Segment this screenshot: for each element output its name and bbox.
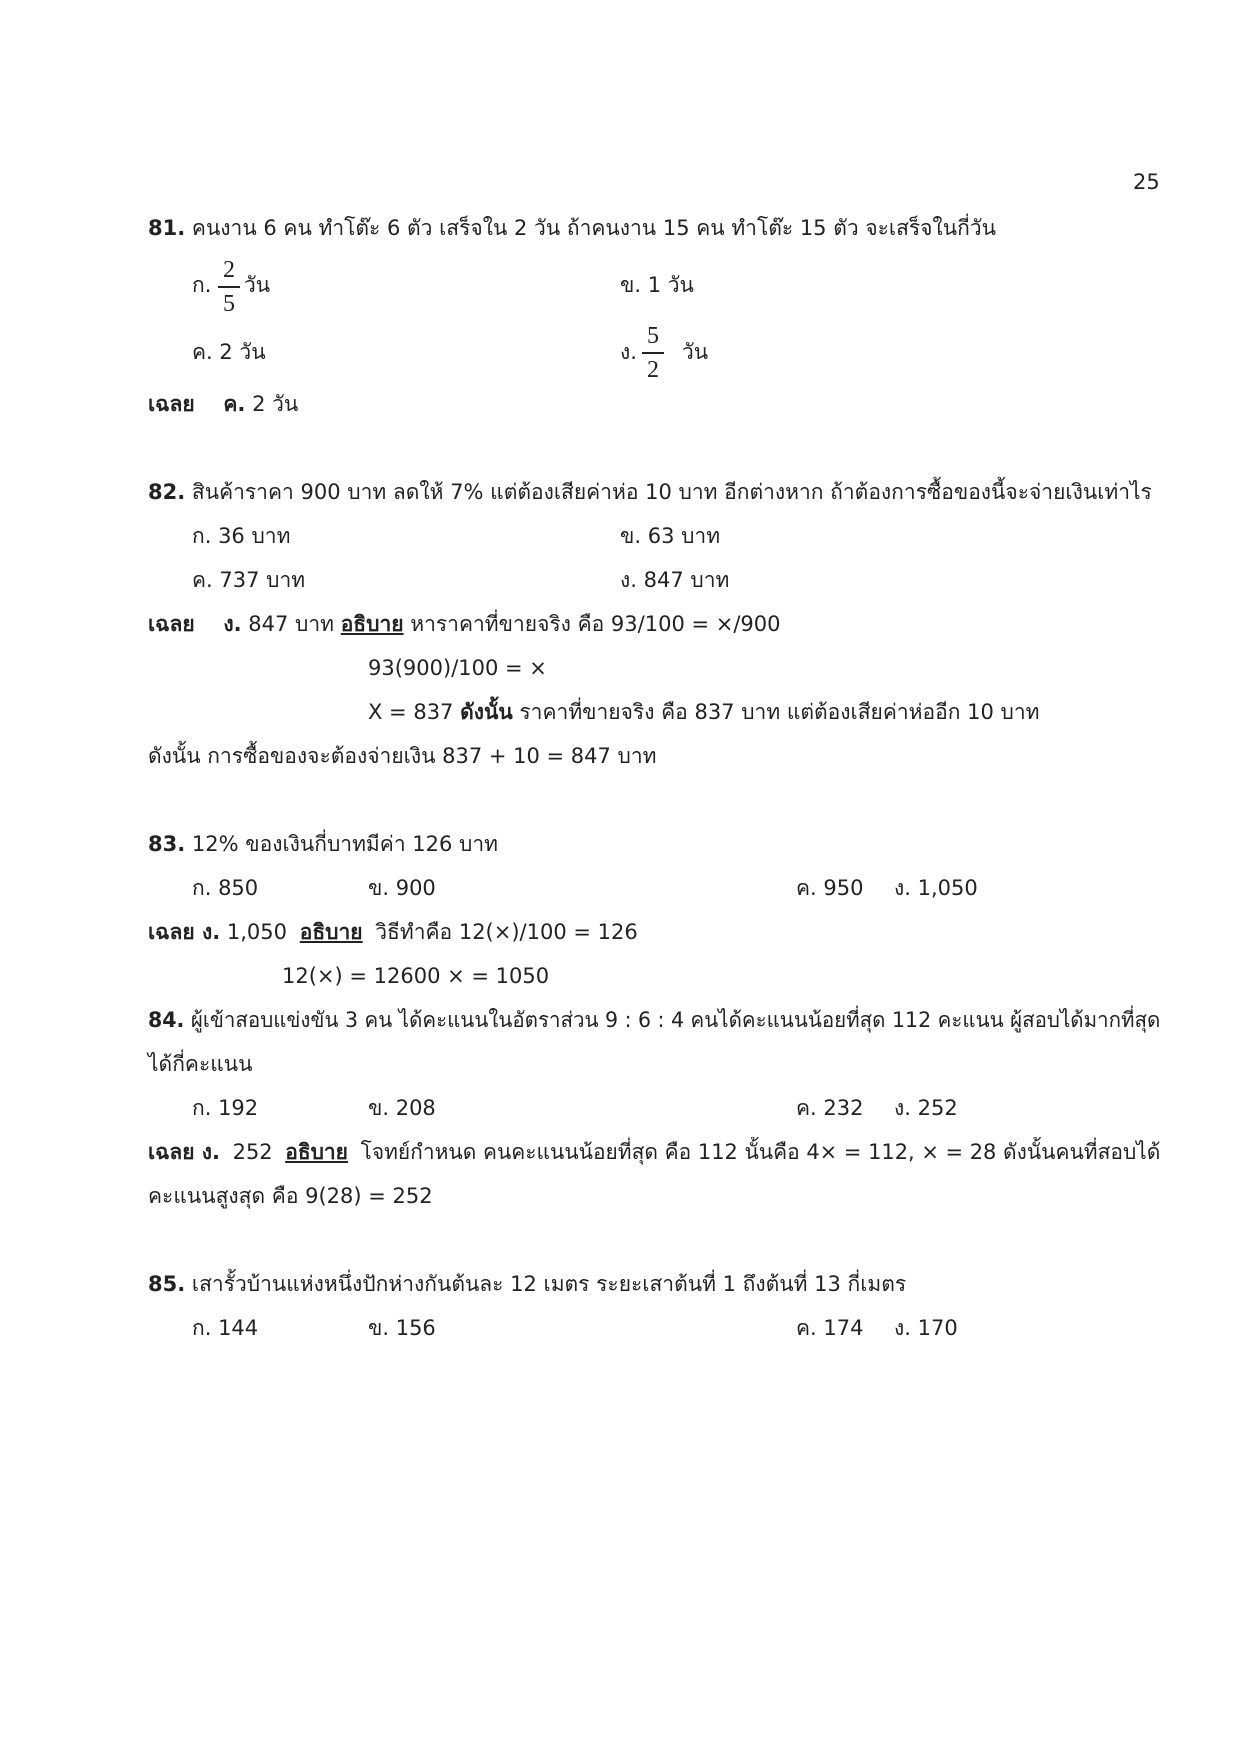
question-text: ผู้เข้าสอบแข่งขัน 3 คน ได้คะแนนในอัตราส่วน 9 : 6 : 4 คนได้คะแนนน้อยที่สุด 112 คะแนน ผู้สอบได้มากที่สุด [190,1008,1161,1032]
answer-value: 1,050 [226,920,288,944]
option-b: ข. 900 [368,876,436,900]
option-b: ข. 156 [368,1316,436,1340]
answer-label: เฉลย ง. [148,1140,220,1164]
question-number: 84. [148,1008,185,1032]
answer-82 [148,614,781,635]
answer-84 [148,1142,1160,1163]
option-c: ค. 950 [796,876,864,900]
question-text: คนงาน 6 คน ทำโต๊ะ 6 ตัว เสร็จใน 2 วัน ถ้าคนงาน 15 คน ทำโต๊ะ 15 ตัว จะเสร็จในกี่วัน [191,216,996,240]
question-84-line-2: ได้กี่คะแนน [148,1052,253,1076]
explain-label: อธิบาย [299,920,363,944]
answer-label: เฉลย ง. [148,920,221,944]
answer-choice: ง. [223,612,242,636]
option-a: ก. 144 [192,1316,259,1340]
fraction-bar [642,352,664,354]
answer-label: เฉลย [148,392,195,416]
question-number: 81. [148,216,186,240]
option-a: ก. 850 [192,876,259,900]
explain-text: วิธีทำคือ 12(×)/100 = 126 [375,920,638,944]
fraction-denominator: 5 [223,291,235,317]
question-text: 12% ของเงินกี่บาทมีค่า 126 บาท [191,832,499,856]
option-d-fraction [642,322,664,384]
option-d-prefix: ง. [620,340,637,364]
option-a-unit: วัน [244,273,271,297]
fraction-numerator: 5 [647,323,659,349]
option-a: ก. 192 [192,1096,259,1120]
explain-step-1: 93(900)/100 = × [368,656,547,680]
explain-line-2: คะแนนสูงสุด คือ 9(28) = 252 [148,1184,433,1208]
option-d: ง. 170 [894,1316,958,1340]
step-text: ราคาที่ขายจริง คือ 837 บาท แต่ต้องเสียค่าห่ออีก 10 บาท [519,700,1040,724]
explain-step-2 [368,702,1040,723]
answer-choice: ค. [223,392,246,416]
question-81 [148,218,996,239]
option-d: ง. 1,050 [894,876,978,900]
option-c: ค. 737 บาท [192,568,306,592]
question-text: สินค้าราคา 900 บาท ลดให้ 7% แต่ต้องเสียค่าห่อ 10 บาท อีกต่างหาก ถ้าต้องการซื้อของนี้จะจ่ายเงินเท่าไร [191,480,1152,504]
option-a: ก. 36 บาท [192,524,291,548]
question-82 [148,482,1152,503]
page-number: 25 [1133,170,1160,194]
answer-value: 847 บาท [248,612,334,636]
step-keyword: ดังนั้น [460,700,513,724]
answer-value: 2 วัน [252,392,299,416]
question-85 [148,1274,906,1295]
answer-label: เฉลย [148,612,195,636]
question-84 [148,1010,1160,1031]
question-83 [148,834,498,855]
explain-text: โจทย์กำหนด คนคะแนนน้อยที่สุด คือ 112 นั้นคือ 4× = 112, × = 28 ดังนั้นคนที่สอบได้ [360,1140,1161,1164]
conclusion-82: ดังนั้น การซื้อของจะต้องจ่ายเงิน 837 + 10 = 847 บาท [148,744,657,768]
answer-83 [148,922,638,943]
explain-label: อธิบาย [340,612,404,636]
option-b: ข. 208 [368,1096,436,1120]
explain-step-1: 12(×) = 12600 × = 1050 [282,964,550,988]
answer-value: 252 [232,1140,273,1164]
option-b: ข. 63 บาท [620,524,721,548]
option-a-fraction [218,256,240,318]
option-d: ง. 252 [894,1096,958,1120]
question-text: เสารั้วบ้านแห่งหนึ่งปักห่างกันต้นละ 12 เมตร ระยะเสาต้นที่ 1 ถึงต้นที่ 13 กี่เมตร [191,1272,907,1296]
fraction-denominator: 2 [647,357,659,383]
answer-81 [148,394,298,415]
explain-text: หาราคาที่ขายจริง คือ 93/100 = ×/900 [410,612,781,636]
question-number: 83. [148,832,186,856]
option-c: ค. 2 วัน [192,340,266,364]
option-c: ค. 232 [796,1096,864,1120]
question-number: 85. [148,1272,186,1296]
option-c: ค. 174 [796,1316,864,1340]
fraction-numerator: 2 [223,257,235,283]
option-d-unit: วัน [682,340,709,364]
explain-label: อธิบาย [285,1140,348,1164]
step-value: X = 837 [368,700,454,724]
option-b: ข. 1 วัน [620,273,694,297]
option-d: ง. 847 บาท [620,568,730,592]
option-a-prefix: ก. [192,273,212,297]
question-number: 82. [148,480,186,504]
fraction-bar [218,286,240,288]
